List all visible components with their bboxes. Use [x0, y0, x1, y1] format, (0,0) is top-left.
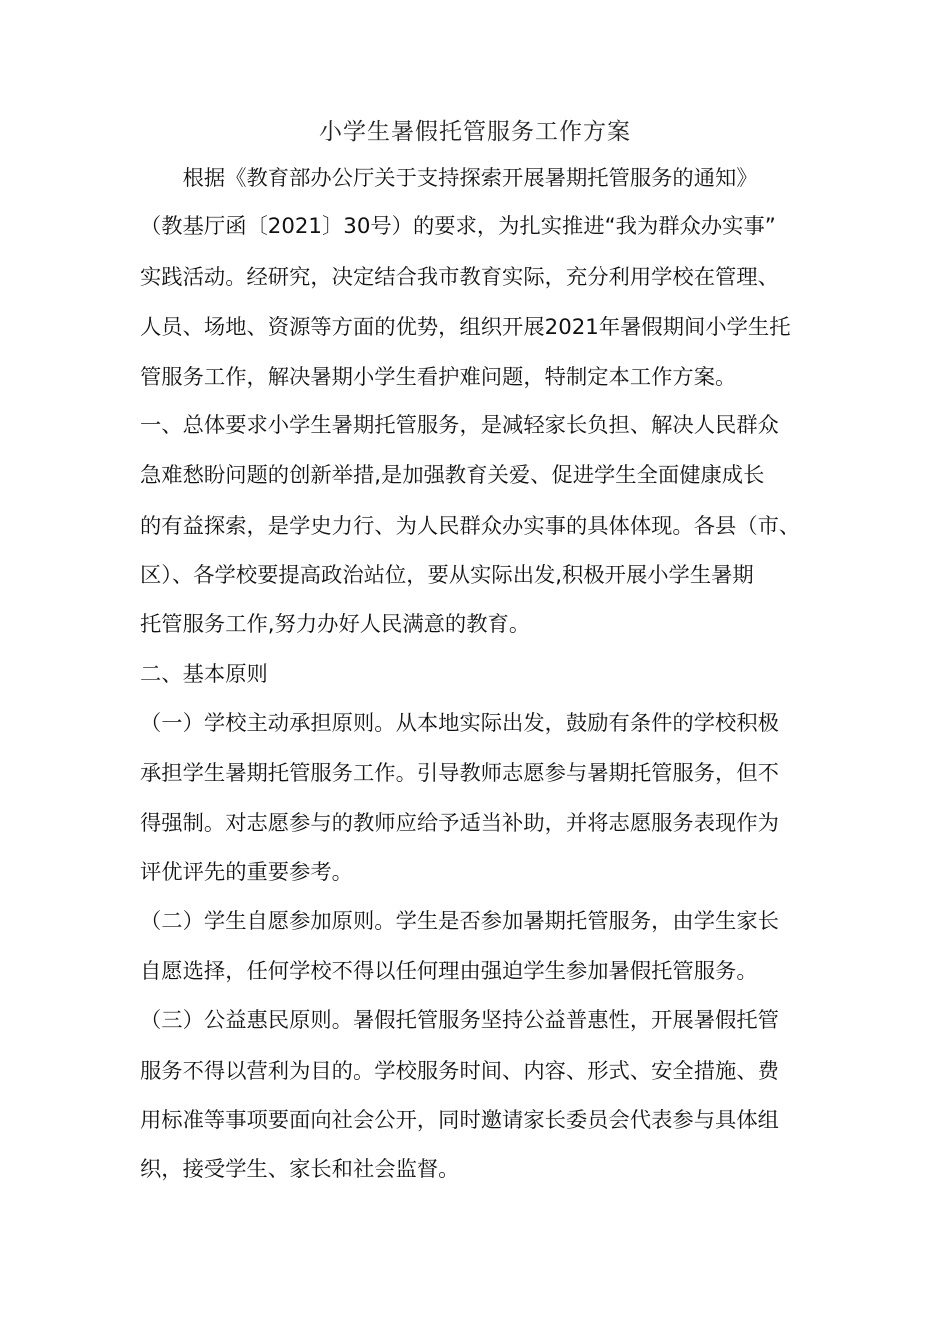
body-line: 服务不得以营利为目的。学校服务时间、内容、形式、安全措施、费 — [140, 1059, 779, 1084]
body-line: （教基厅函〔2021〕30号）的要求，为扎实推进“我为群众办实事” — [140, 214, 776, 239]
body-line: 托管服务工作,努力办好人民满意的教育。 — [140, 612, 531, 637]
body-line: 区）、各学校要提高政治站位，要从实际出发,积极开展小学生暑期 — [140, 563, 754, 588]
body-line: 自愿选择，任何学校不得以任何理由强迫学生参加暑假托管服务。 — [140, 959, 758, 984]
body-line: 根据《教育部办公厅关于支持探索开展暑期托管服务的通知》 — [140, 166, 758, 191]
body-line: 急难愁盼问题的创新举措,是加强教育关爱、促进学生全面健康成长 — [140, 463, 765, 488]
body-line: 用标准等事项要面向社会公开，同时邀请家长委员会代表参与具体组 — [140, 1108, 779, 1133]
body-line: 实践活动。经研究，决定结合我市教育实际，充分利用学校在管理、 — [140, 265, 779, 290]
body-line: （三）公益惠民原则。暑假托管服务坚持公益普惠性，开展暑假托管 — [140, 1008, 779, 1033]
section-heading-2: 二、基本原则 — [140, 662, 268, 687]
body-line: （一）学校主动承担原则。从本地实际出发，鼓励有条件的学校积极 — [140, 711, 779, 736]
body-line: （二）学生自愿参加原则。学生是否参加暑期托管服务，由学生家长 — [140, 909, 779, 934]
body-line: 织，接受学生、家长和社会监督。 — [140, 1157, 460, 1182]
body-line: 的有益探索，是学史力行、为人民群众办实事的具体体现。各县（市、 — [140, 514, 801, 539]
body-line: 承担学生暑期托管服务工作。引导教师志愿参与暑期托管服务，但不 — [140, 761, 779, 786]
body-line: 评优评先的重要参考。 — [140, 860, 353, 885]
section-heading-1: 一、总体要求小学生暑期托管服务，是减轻家长负担、解决人民群众 — [140, 413, 779, 438]
body-line: 得强制。对志愿参与的教师应给予适当补助，并将志愿服务表现作为 — [140, 811, 779, 836]
body-line: 人员、场地、资源等方面的优势，组织开展2021年暑假期间小学生托 — [140, 315, 791, 340]
body-line: 管服务工作，解决暑期小学生看护难问题，特制定本工作方案。 — [140, 365, 737, 390]
document-title: 小学生暑假托管服务工作方案 — [319, 119, 631, 145]
